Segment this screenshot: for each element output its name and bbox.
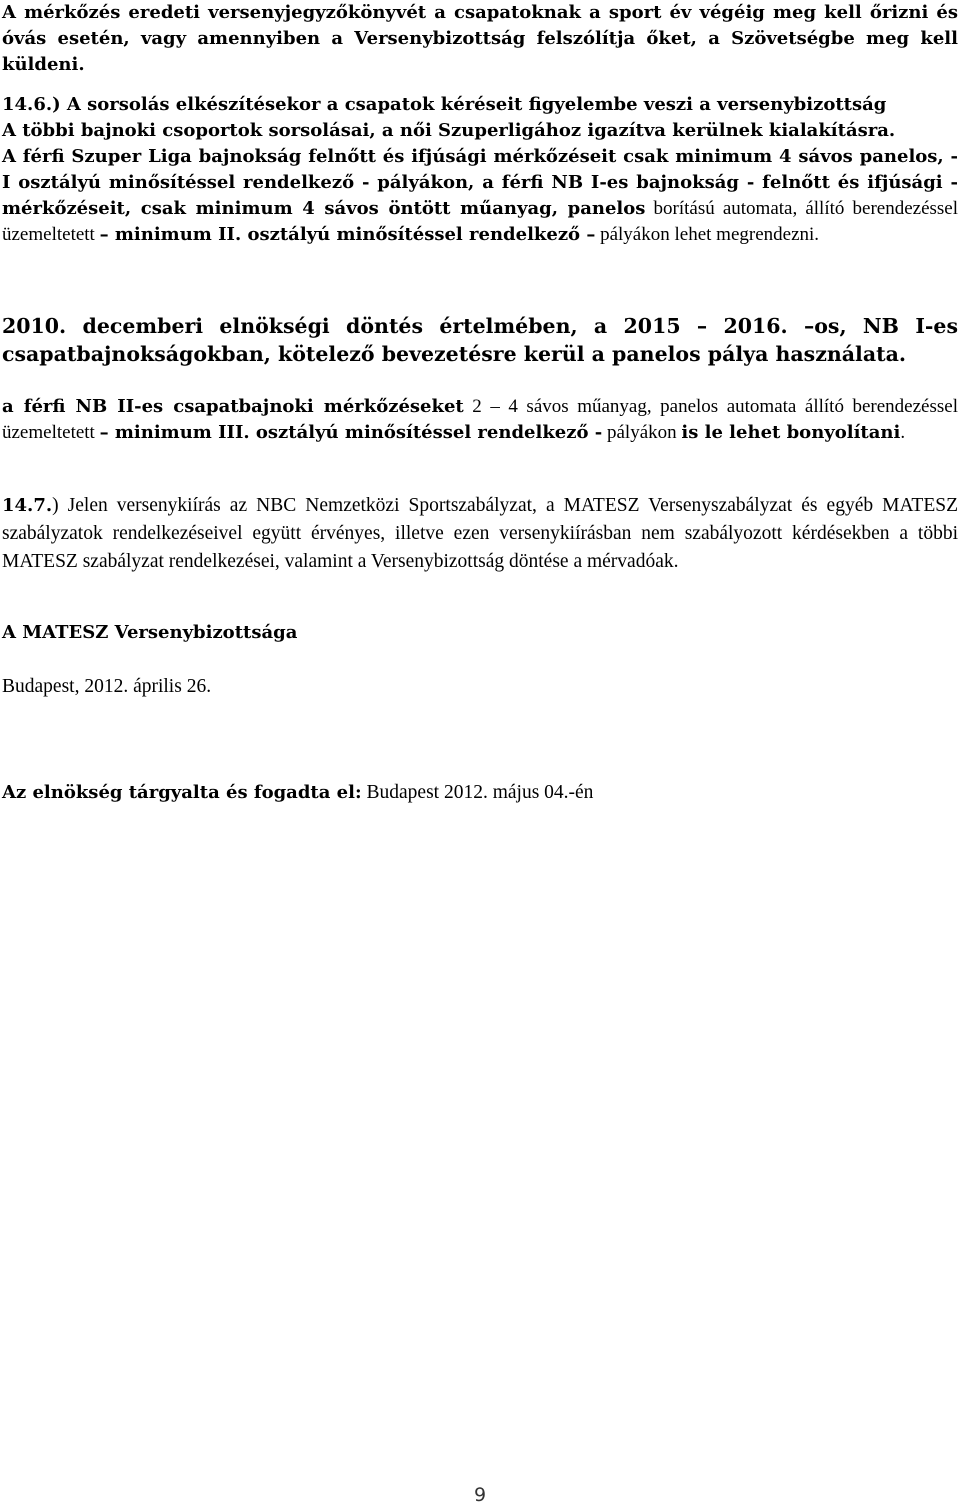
nb2-normal-2: pályákon — [602, 422, 682, 443]
section-14-7 — [2, 492, 958, 576]
section-14-7-text: ) Jelen versenykiírás az NBC Nemzetközi Sportszabályzat, a MATESZ Versenyszabályzat és egyéb MATESZ szabályzatok rendelkezéseivel együtt érvényes, illetve ezen versenykiírásban nem szabályozott kérdésekben a többi MATESZ szabályzat rendelkezései, valamint a Versenybizottság döntése a mérvadóak. — [2, 495, 958, 572]
court-rules-bold-1: A férfi Szuper Liga bajnokság felnőtt és ifjúsági mérkőzéseit csak minimum 4 sávos panelos, - I osztályú minősítéssel rendelkező - pályákon, a férfi NB I-es bajnokság - felnőtt és ifjúsági - mérkőzéseit, csak minimum 4 sávos öntött műanyag, panelos — [2, 146, 958, 219]
court-rules-bold-2: minimum II. osztályú minősítéssel rendelkező — [108, 224, 587, 245]
nb2-normal-1: 2 – 4 sávos műanyag, panelos automata állító berendezéssel üzemeltetett — [2, 396, 958, 443]
court-rules-normal-1: borítású automata, állító berendezéssel üzemeltetett — [2, 198, 959, 245]
section-14-6-line1: 14.6.) A sorsolás elkészítésekor a csapatok kéréseit figyelembe veszi a versenybizottság — [2, 94, 887, 115]
nb2-normal-3: . — [900, 422, 906, 443]
paragraph-2010-decision: 2010. decemberi elnökségi döntés értelmében, a 2015 – 2016. –os, NB I-es csapatbajnokságokban, kötelező bevezetésre kerül a panelos pálya használata. — [2, 314, 958, 366]
page-number: 9 — [473, 1484, 487, 1506]
nb2-bold-1: a férfi NB II-es csapatbajnoki mérkőzéseket — [2, 396, 464, 417]
section-14-6-court-rules — [2, 144, 958, 248]
section-14-6 — [2, 92, 958, 248]
approval-bold: Az elnökség tárgyalta és fogadta el: — [2, 782, 362, 803]
approval-line — [2, 780, 958, 806]
paragraph-nb2-rules — [2, 394, 958, 446]
signature-committee: A MATESZ Versenybizottsága — [2, 622, 298, 643]
place-and-date: Budapest, 2012. április 26. — [2, 676, 212, 697]
approval-date: Budapest 2012. május 04.-én — [361, 782, 594, 803]
court-rules-normal-2: pályákon lehet megrendezni. — [595, 224, 820, 245]
paragraph-scoresheet-retention: A mérkőzés eredeti versenyjegyzőkönyvét a csapatoknak a sport év végéig meg kell őrizni és óvás esetén, vagy amennyiben a Versenybizottság felszólítja őket, a Szövetségbe meg kell küldeni. — [2, 2, 958, 75]
court-rules-dash-2: – — [586, 224, 596, 245]
court-rules-dash: – — [99, 224, 109, 245]
nb2-bold-3: is le lehet bonyolítani — [681, 422, 901, 443]
section-14-7-number: 14.7. — [2, 495, 53, 516]
section-14-6-line2: A többi bajnoki csoportok sorsolásai, a női Szuperligához igazítva kerülnek kialakításra. — [2, 120, 896, 141]
nb2-bold-2: – minimum III. osztályú minősítéssel rendelkező - — [99, 422, 603, 443]
